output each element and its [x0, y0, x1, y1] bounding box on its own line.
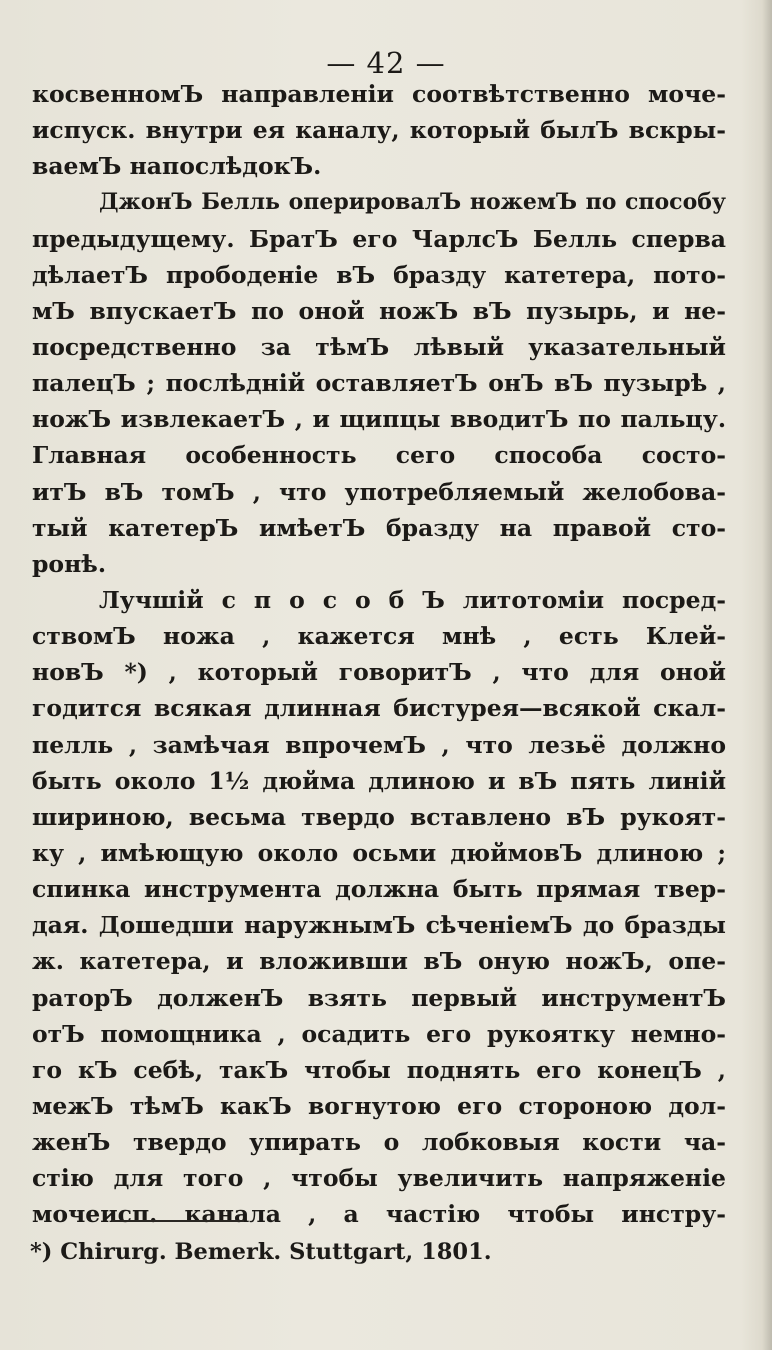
text-line: го кЪ себѣ, такЪ чтобы поднять его конецЪ ,	[32, 1055, 726, 1084]
text-line: ж. катетера, и вложивши вЪ оную ножЪ, опе-	[32, 947, 726, 976]
text-line: отЪ помощника , осадить его рукоятку немно-	[32, 1019, 726, 1048]
text-line: Лучшій с п о с о б Ъ литотоміи посред-	[99, 585, 726, 614]
footnote: *) Chirurg. Bemerk. Stuttgart, 1801.	[30, 1239, 492, 1265]
footnote-separator	[112, 1220, 244, 1222]
text-line: женЪ твердо упирать о лобковыя кости ча-	[32, 1128, 726, 1157]
page-number: — 42 —	[326, 46, 446, 80]
text-line: пелль , замѣчая впрочемЪ , что лезьё должно	[32, 730, 726, 759]
text-line: мочеисп. канала , а частію чтобы инстру-	[32, 1200, 726, 1229]
text-line: дѣлаетЪ прободеніе вЪ бразду катетера, пото-	[32, 260, 726, 289]
text-line: ку , имѣющую около осьми дюймовЪ длиною ;	[32, 838, 726, 867]
text-line: быть около 1½ дюйма длиною и вЪ пять линій	[32, 766, 726, 795]
body-text	[32, 76, 726, 1233]
text-line: ронѣ.	[32, 549, 107, 578]
text-line: дая. Дошедши наружнымЪ сѣченіемЪ до бразды	[32, 911, 726, 940]
text-line: палецЪ ; послѣдній оставляетЪ онЪ вЪ пузырѣ ,	[32, 369, 726, 398]
page-edge-shadow	[762, 0, 772, 1350]
text-line: тый катетерЪ имѣетЪ бразду на правой сто-	[32, 513, 726, 542]
text-line: косвенномЪ направленіи соотвѣтственно моче-	[32, 80, 726, 108]
text-line: Главная особенность сего способа состо-	[32, 441, 726, 470]
text-line: годится всякая длинная бистурея—всякой скал-	[32, 694, 726, 723]
text-line: стію для того , чтобы увеличить напряженіе	[32, 1164, 726, 1193]
text-line: ствомЪ ножа , кажется мнѣ , есть Клей-	[32, 622, 726, 651]
text-line: ДжонЪ Белль оперировалЪ ножемЪ по способу	[99, 189, 726, 216]
text-line: ваемЪ напослѣдокЪ.	[32, 152, 322, 181]
text-line: спинка инструмента должна быть прямая твер-	[32, 875, 726, 904]
text-line: новЪ *) , который говоритЪ , что для оной	[32, 658, 726, 687]
text-line: межЪ тѣмЪ какЪ вогнутою его стороною дол-	[32, 1091, 726, 1120]
text-line: испуск. внутри ея каналу, который былЪ вскры-	[32, 116, 726, 145]
text-line: предыдущему. БратЪ его ЧарлсЪ Белль сперва	[32, 224, 726, 253]
text-line: шириною, весьма твердо вставлено вЪ рукоят-	[32, 802, 726, 831]
text-line: мЪ впускаетЪ по оной ножЪ вЪ пузырь, и не-	[32, 296, 726, 325]
text-line: посредственно за тѣмЪ лѣвый указательный	[32, 332, 726, 361]
text-line: итЪ вЪ томЪ , что употребляемый желобова-	[32, 477, 726, 506]
text-line: ножЪ извлекаетЪ , и щипцы вводитЪ по пальцу.	[32, 405, 726, 434]
text-line: раторЪ долженЪ взять первый инструментЪ	[32, 983, 726, 1012]
